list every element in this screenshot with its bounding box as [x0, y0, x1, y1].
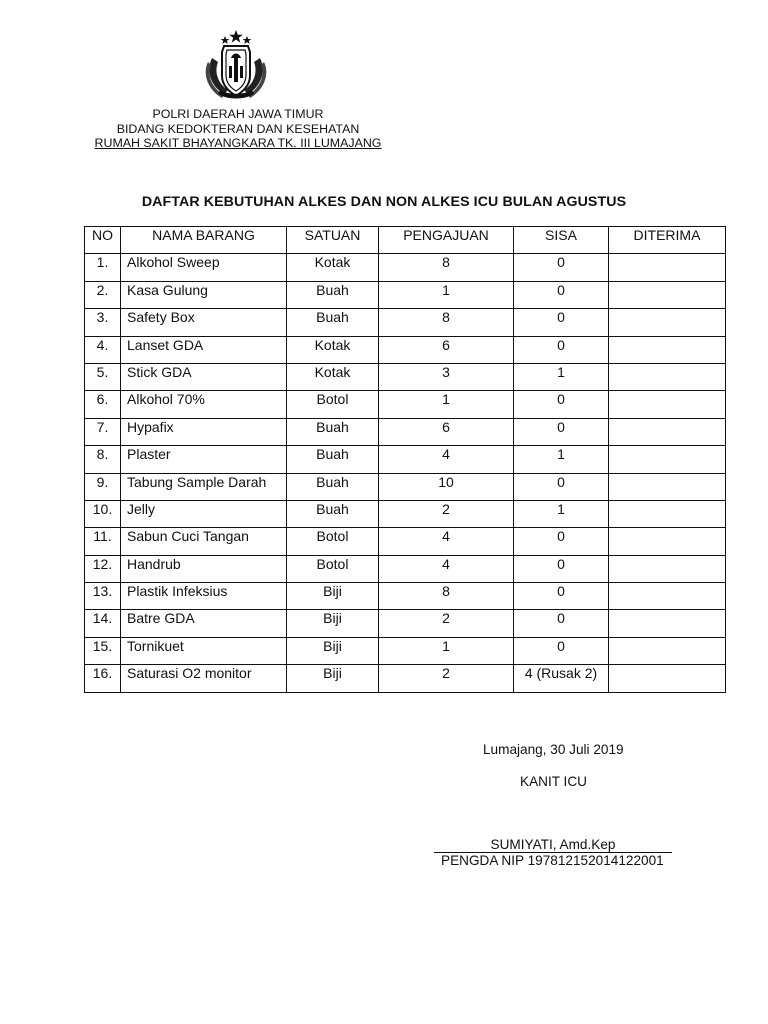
- cell-diterima: [609, 500, 726, 527]
- polri-emblem-icon: [198, 28, 274, 104]
- cell-diterima: [609, 336, 726, 363]
- column-header-nama-barang: NAMA BARANG: [121, 227, 287, 254]
- cell-satuan: Kotak: [287, 254, 379, 281]
- cell-nama-barang: Alkohol Sweep: [121, 254, 287, 281]
- cell-nama-barang: Lanset GDA: [121, 336, 287, 363]
- cell-no: 10.: [85, 500, 121, 527]
- cell-no: 5.: [85, 363, 121, 390]
- cell-sisa: 1: [514, 446, 609, 473]
- cell-diterima: [609, 363, 726, 390]
- cell-satuan: Biji: [287, 610, 379, 637]
- cell-nama-barang: Handrub: [121, 555, 287, 582]
- cell-diterima: [609, 281, 726, 308]
- cell-diterima: [609, 391, 726, 418]
- table-row: [85, 473, 726, 500]
- cell-pengajuan: 2: [379, 665, 514, 692]
- cell-no: 6.: [85, 391, 121, 418]
- cell-diterima: [609, 254, 726, 281]
- cell-no: 16.: [85, 665, 121, 692]
- cell-diterima: [609, 446, 726, 473]
- column-header-sisa: SISA: [514, 227, 609, 254]
- cell-pengajuan: 4: [379, 528, 514, 555]
- cell-nama-barang: Tornikuet: [121, 637, 287, 664]
- table-row: [85, 336, 726, 363]
- table-body: [85, 254, 726, 692]
- table-row: [85, 665, 726, 692]
- cell-pengajuan: 8: [379, 583, 514, 610]
- cell-nama-barang: Stick GDA: [121, 363, 287, 390]
- table-row: [85, 281, 726, 308]
- signature-name: SUMIYATI, Amd.Kep: [434, 838, 672, 853]
- cell-diterima: [609, 665, 726, 692]
- column-header-no: NO: [85, 227, 121, 254]
- org-line-police-region: POLRI DAERAH JAWA TIMUR: [152, 107, 324, 121]
- cell-pengajuan: 10: [379, 473, 514, 500]
- cell-sisa: 1: [514, 500, 609, 527]
- cell-nama-barang: Hypafix: [121, 418, 287, 445]
- cell-satuan: Buah: [287, 309, 379, 336]
- cell-satuan: Botol: [287, 391, 379, 418]
- cell-diterima: [609, 528, 726, 555]
- cell-pengajuan: 8: [379, 254, 514, 281]
- cell-sisa: 0: [514, 309, 609, 336]
- cell-sisa: 0: [514, 583, 609, 610]
- document-title: DAFTAR KEBUTUHAN ALKES DAN NON ALKES ICU BULAN AGUSTUS: [141, 194, 627, 210]
- cell-diterima: [609, 418, 726, 445]
- cell-pengajuan: 1: [379, 391, 514, 418]
- table-row: [85, 309, 726, 336]
- cell-no: 7.: [85, 418, 121, 445]
- cell-nama-barang: Kasa Gulung: [121, 281, 287, 308]
- table-row: [85, 610, 726, 637]
- table-row: [85, 254, 726, 281]
- cell-sisa: 0: [514, 391, 609, 418]
- organization-header: [60, 107, 416, 151]
- cell-sisa: 0: [514, 336, 609, 363]
- table-row: [85, 583, 726, 610]
- cell-sisa: 0: [514, 555, 609, 582]
- cell-pengajuan: 4: [379, 555, 514, 582]
- supply-needs-table: [84, 226, 726, 693]
- cell-satuan: Biji: [287, 665, 379, 692]
- cell-nama-barang: Alkohol 70%: [121, 391, 287, 418]
- signature-role: KANIT ICU: [520, 774, 587, 789]
- cell-pengajuan: 8: [379, 309, 514, 336]
- cell-satuan: Buah: [287, 473, 379, 500]
- cell-nama-barang: Tabung Sample Darah: [121, 473, 287, 500]
- cell-pengajuan: 2: [379, 500, 514, 527]
- cell-no: 11.: [85, 528, 121, 555]
- org-line-department: BIDANG KEDOKTERAN DAN KESEHATAN: [116, 121, 360, 136]
- cell-sisa: 0: [514, 610, 609, 637]
- table-row: [85, 555, 726, 582]
- cell-pengajuan: 3: [379, 363, 514, 390]
- cell-diterima: [609, 473, 726, 500]
- cell-pengajuan: 6: [379, 336, 514, 363]
- cell-no: 15.: [85, 637, 121, 664]
- cell-sisa: 0: [514, 418, 609, 445]
- cell-satuan: Biji: [287, 637, 379, 664]
- table-row: [85, 637, 726, 664]
- table-row: [85, 528, 726, 555]
- cell-pengajuan: 2: [379, 610, 514, 637]
- cell-sisa: 0: [514, 637, 609, 664]
- cell-satuan: Botol: [287, 528, 379, 555]
- cell-satuan: Buah: [287, 500, 379, 527]
- cell-nama-barang: Sabun Cuci Tangan: [121, 528, 287, 555]
- table-row: [85, 363, 726, 390]
- cell-nama-barang: Safety Box: [121, 309, 287, 336]
- cell-satuan: Botol: [287, 555, 379, 582]
- table-header-row: [85, 227, 726, 254]
- cell-no: 3.: [85, 309, 121, 336]
- cell-satuan: Buah: [287, 418, 379, 445]
- table-row: [85, 418, 726, 445]
- cell-pengajuan: 4: [379, 446, 514, 473]
- signature-place-date: Lumajang, 30 Juli 2019: [483, 742, 624, 757]
- column-header-satuan: SATUAN: [287, 227, 379, 254]
- cell-sisa: 0: [514, 528, 609, 555]
- cell-pengajuan: 1: [379, 637, 514, 664]
- cell-pengajuan: 6: [379, 418, 514, 445]
- table-row: [85, 446, 726, 473]
- cell-diterima: [609, 555, 726, 582]
- cell-no: 2.: [85, 281, 121, 308]
- cell-sisa: 4 (Rusak 2): [514, 665, 609, 692]
- org-line-hospital: RUMAH SAKIT BHAYANGKARA TK. III LUMAJANG: [94, 136, 382, 150]
- cell-no: 14.: [85, 610, 121, 637]
- cell-diterima: [609, 637, 726, 664]
- cell-no: 4.: [85, 336, 121, 363]
- cell-nama-barang: Jelly: [121, 500, 287, 527]
- column-header-diterima: DITERIMA: [609, 227, 726, 254]
- cell-sisa: 0: [514, 473, 609, 500]
- column-header-pengajuan: PENGAJUAN: [379, 227, 514, 254]
- cell-nama-barang: Saturasi O2 monitor: [121, 665, 287, 692]
- table-row: [85, 391, 726, 418]
- cell-no: 12.: [85, 555, 121, 582]
- cell-satuan: Kotak: [287, 363, 379, 390]
- cell-no: 8.: [85, 446, 121, 473]
- cell-sisa: 0: [514, 254, 609, 281]
- cell-diterima: [609, 309, 726, 336]
- cell-sisa: 1: [514, 363, 609, 390]
- cell-no: 1.: [85, 254, 121, 281]
- cell-satuan: Buah: [287, 281, 379, 308]
- cell-diterima: [609, 610, 726, 637]
- cell-pengajuan: 1: [379, 281, 514, 308]
- cell-satuan: Kotak: [287, 336, 379, 363]
- cell-satuan: Biji: [287, 583, 379, 610]
- cell-diterima: [609, 583, 726, 610]
- cell-no: 13.: [85, 583, 121, 610]
- signature-nip: PENGDA NIP 197812152014122001: [441, 853, 664, 868]
- cell-nama-barang: Plaster: [121, 446, 287, 473]
- cell-satuan: Buah: [287, 446, 379, 473]
- table-row: [85, 500, 726, 527]
- cell-nama-barang: Batre GDA: [121, 610, 287, 637]
- cell-sisa: 0: [514, 281, 609, 308]
- cell-nama-barang: Plastik Infeksius: [121, 583, 287, 610]
- cell-no: 9.: [85, 473, 121, 500]
